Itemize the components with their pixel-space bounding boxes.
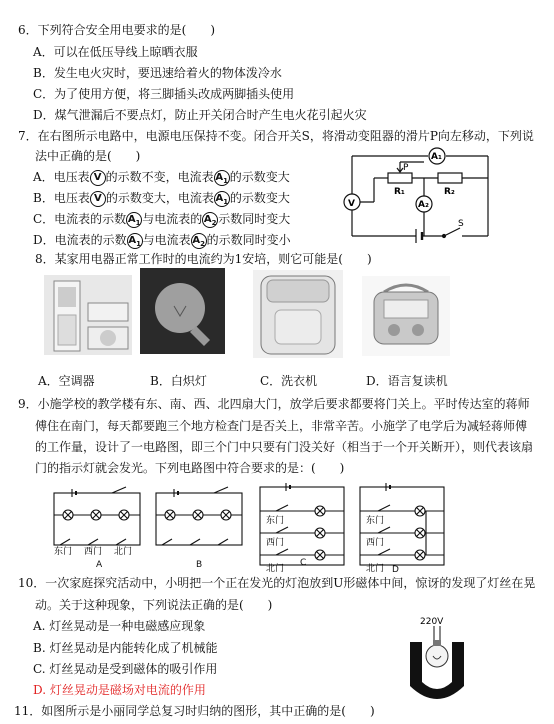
q7-circuit-diagram [340, 150, 500, 242]
q6-option-a: A．可以在低压导线上晾晒衣服 [33, 45, 198, 59]
q6-stem: 6．下列符合安全用电要求的是( ) [18, 23, 215, 37]
q9-a-west-label: 西门 [84, 547, 103, 557]
q9-a-north-label: 北门 [114, 547, 133, 557]
q9-label-a: A [96, 560, 103, 570]
q9-circuit-b [154, 487, 246, 555]
q7-option-a: A．电压表 V 的示数不变，电流表 $A_1$ 的示数变大 [33, 170, 290, 185]
q9-c-east-label: 东门 [266, 516, 285, 526]
q9-d-east-label: 东门 [366, 516, 385, 526]
label-s: S [458, 219, 464, 229]
q9-label-b: B [196, 560, 203, 570]
q9-line2: 傅住在南门，每天都要跑三个地方检查门是否关上，非常辛苦。小施学了电学后为减轻蒋师傅 [35, 419, 528, 433]
q9-d-west-label: 西门 [366, 538, 385, 548]
q10-stem-line1: 10．一次家庭探究活动中，小明把一个正在发光的灯泡放到U形磁体中间，惊讶的发现了灯丝在晃 [18, 576, 536, 590]
q9-label-d: D [392, 565, 399, 575]
label-r2: R₂ [444, 187, 455, 197]
voltage-label: 220V [420, 617, 444, 627]
ammeter-a1-icon: $A_1$ [215, 171, 228, 185]
q7-option-d: D．电流表的示数 $A_1$ 与电流表 $A_2$ 的示数同时变小 [33, 233, 291, 248]
voltmeter-icon: V [90, 170, 106, 186]
q7-option-c: C．电流表的示数 $A_1$ 与电流表的 $A_2$ 示数同时变大 [33, 212, 291, 227]
voltmeter-icon: V [90, 191, 106, 207]
q7-stem-line2: 法中正确的是( ) [35, 149, 141, 163]
label-a1: A₁ [431, 152, 442, 162]
q6-option-c: C．为了使用方便，将三脚插头改成两脚插头使用 [33, 87, 295, 101]
q8-stem: 8．某家用电器正常工作时的电流约为1安培，则它可能是( ) [35, 252, 372, 266]
q8-option-a: A．空调器 [38, 374, 95, 388]
q6-option-d: D．煤气泄漏后不要点灯，防止开关闭合时产生电火花引起火灾 [33, 108, 367, 122]
language-repeater-picture [362, 276, 450, 356]
q10-option-b: B. 灯丝晃动是内能转化成了机械能 [33, 641, 218, 655]
q10-option-c: C. 灯丝晃动是受到磁体的吸引作用 [33, 662, 218, 676]
washing-machine-picture [253, 270, 343, 358]
q9-circuit-d [356, 481, 448, 573]
q11-stem: 11．如图所示是小丽同学总复习时归纳的图形，其中正确的是( ) [14, 704, 375, 718]
ammeter-a1-icon: $A_1$ [128, 234, 141, 248]
q7-option-b: B．电压表 V 的示数变大，电流表 $A_1$ 的示数变大 [33, 191, 290, 206]
ammeter-a2-icon: $A_2$ [192, 234, 205, 248]
u-magnet-bulb-picture [404, 612, 474, 702]
incandescent-bulb-picture [140, 268, 225, 354]
q9-label-c: C [300, 558, 307, 568]
ammeter-a1-icon: $A_1$ [127, 213, 141, 227]
q9-a-east-label: 东门 [54, 547, 73, 557]
q8-option-c: C．洗衣机 [260, 374, 318, 388]
q6-option-b: B．发生电火灾时，要迅速给着火的物体泼冷水 [33, 66, 282, 80]
q9-d-north-label: 北门 [366, 564, 385, 574]
q10-option-a: A. 灯丝晃动是一种电磁感应现象 [33, 619, 206, 633]
label-p: P [403, 163, 409, 173]
label-r1: R₁ [394, 187, 405, 197]
air-conditioner-picture [44, 275, 132, 355]
q9-circuit-a [52, 487, 144, 555]
q7-stem-line1: 7．在右图所示电路中，电源电压保持不变。闭合开关S，将滑动变阻器的滑片P向左移动，下列说 [18, 129, 534, 143]
q10-stem-line2: 动。关于这种现象，下列说法正确的是( ) [35, 598, 273, 612]
q9-line1: 9．小施学校的教学楼有东、南、西、北四扇大门，放学后要求都要将门关上。平时传达室的蒋师 [18, 397, 530, 411]
ammeter-a2-icon: $A_2$ [203, 213, 217, 227]
q10-option-d-answer: D. 灯丝晃动是磁场对电流的作用 [33, 683, 206, 697]
q9-line3: 的工作量，设计了一电路图，即三个门中只要有门没关好（相当于一个开关断开），则代表该扇 [35, 440, 534, 454]
q9-c-north-label: 北门 [266, 564, 285, 574]
label-v: V [348, 199, 355, 209]
q8-option-d: D．语言复读机 [366, 374, 448, 388]
ammeter-a1-icon: $A_1$ [215, 192, 229, 206]
q9-c-west-label: 西门 [266, 538, 285, 548]
q9-line4: 门的指示灯就会发光。下列电路图中符合要求的是：( ) [35, 461, 345, 475]
q8-option-b: B．白炽灯 [150, 374, 207, 388]
label-a2: A₂ [418, 200, 429, 210]
